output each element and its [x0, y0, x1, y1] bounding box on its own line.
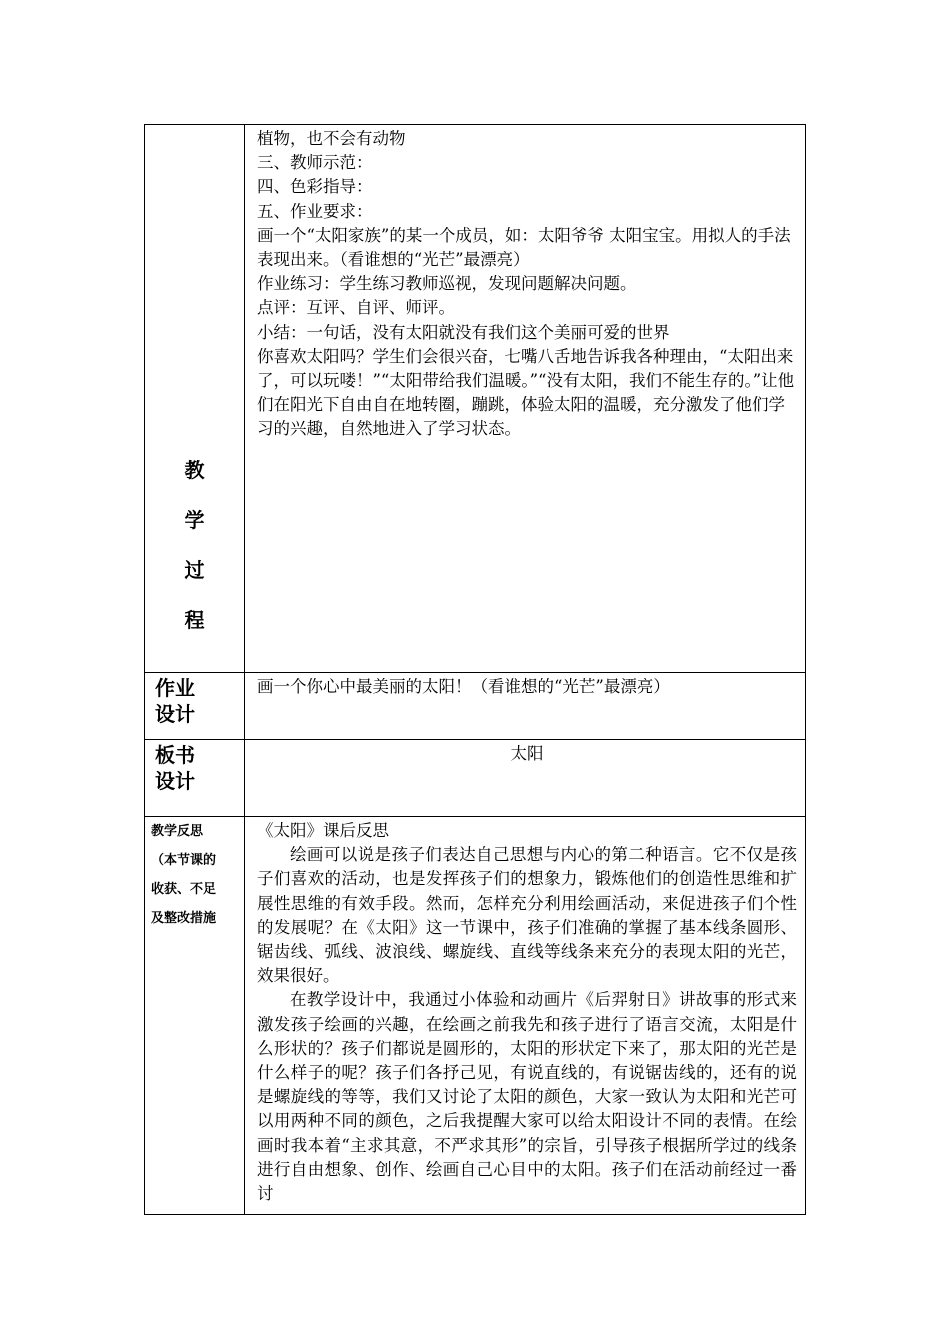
reflection-content: [245, 817, 805, 1206]
process-line: 三、教师示范：: [257, 153, 373, 173]
label-line: 作业: [155, 676, 195, 700]
teaching-process-label-cell: [145, 125, 245, 673]
label-line: 及整改措施: [151, 911, 217, 926]
label-char: 过: [184, 558, 205, 582]
lesson-plan-table: [144, 124, 806, 1215]
board-content-cell: [245, 740, 806, 817]
process-line: 作业练习：学生练习教师巡视，发现问题解决问题。: [257, 274, 637, 294]
label-line: 教学反思: [151, 824, 204, 839]
label-line: 收获、不足: [151, 882, 217, 897]
homework-row: [145, 673, 806, 740]
homework-label-cell: [145, 673, 245, 740]
reflection-paragraph: 绘画可以说是孩子们表达自己思想与内心的第二种语言。它不仅是孩子们喜欢的活动，也是发挥孩子们的想象力，锻炼他们的创造性思维和扩展性思维的有效手段。然而，怎样充分利用绘画活动，来促进孩子们个性的发展呢？在《太阳》这一节课中，孩子们准确的掌握了基本线条圆形、锯齿线、弧线、波浪线、螺旋线、直线等线条来充分的表现太阳的光芒，效果很好。: [257, 845, 797, 986]
reflection-label: [145, 817, 244, 933]
process-line: 点评：互评、自评、师评。: [257, 298, 455, 318]
label-line: 板书: [155, 743, 195, 767]
reflection-row: [145, 817, 806, 1215]
process-line: 小结：一句话，没有太阳就没有我们这个美丽可爱的世界: [257, 322, 670, 342]
reflection-title: 《太阳》课后反思: [257, 821, 389, 840]
teaching-process-label: [145, 125, 244, 645]
label-line: 设计: [155, 769, 195, 793]
homework-content-cell: [245, 673, 806, 740]
process-line: 五、作业要求：: [257, 201, 373, 221]
label-char: 教: [184, 458, 205, 482]
label-char: 程: [184, 608, 205, 632]
process-line: 四、色彩指导：: [257, 177, 373, 197]
teaching-process-content-cell: [245, 125, 806, 673]
label-line: 设计: [155, 702, 195, 726]
board-label: [145, 740, 244, 794]
reflection-content-cell: [245, 817, 806, 1215]
board-text: 太阳: [510, 744, 544, 763]
process-line: 你喜欢太阳吗？学生们会很兴奋，七嘴八舌地告诉我各种理由，“太阳出来了，可以玩喽！”“太阳带给我们温暖。”“没有太阳，我们不能生存的。”让他们在阳光下自由自在地转圈，蹦跳，体验太阳的温暖，充分激发了他们学习的兴趣，自然地进入了学习状态。: [257, 346, 795, 439]
board-design-row: [145, 740, 806, 817]
teaching-process-content: [245, 125, 805, 442]
label-char: 学: [184, 508, 205, 532]
label-line: （本节课的: [151, 853, 217, 868]
board-label-cell: [145, 740, 245, 817]
process-line: 植物，也不会有动物: [257, 129, 406, 148]
homework-text: 画一个你心中最美丽的太阳！（看谁想的“光芒”最漂亮）: [257, 677, 670, 696]
reflection-label-cell: [145, 817, 245, 1215]
homework-label: [145, 673, 244, 727]
process-line: 画一个“太阳家族”的某一个成员，如：太阳爷爷 太阳宝宝。用拟人的手法表现出来。（看谁想的“光芒”最漂亮）: [257, 225, 791, 270]
teaching-process-row: [145, 125, 806, 673]
reflection-paragraph: 在教学设计中，我通过小体验和动画片《后羿射日》讲故事的形式来激发孩子绘画的兴趣，在绘画之前我先和孩子进行了语言交流，太阳是什么形状的？孩子们都说是圆形的，太阳的形状定下来了，那太阳的光芒是什么样子的呢？孩子们各抒己见，有说直线的，有说锯齿线的，还有的说是螺旋线的等等，我们又讨论了太阳的颜色，大家一致认为太阳和光芒可以用两种不同的颜色，之后我提醒大家可以给太阳设计不同的表情。在绘画时我本着“主求其意，不严求其形”的宗旨，引导孩子根据所学过的线条进行自由想象、创作、绘画自己心目中的太阳。孩子们在活动前经过一番讨: [257, 990, 797, 1204]
